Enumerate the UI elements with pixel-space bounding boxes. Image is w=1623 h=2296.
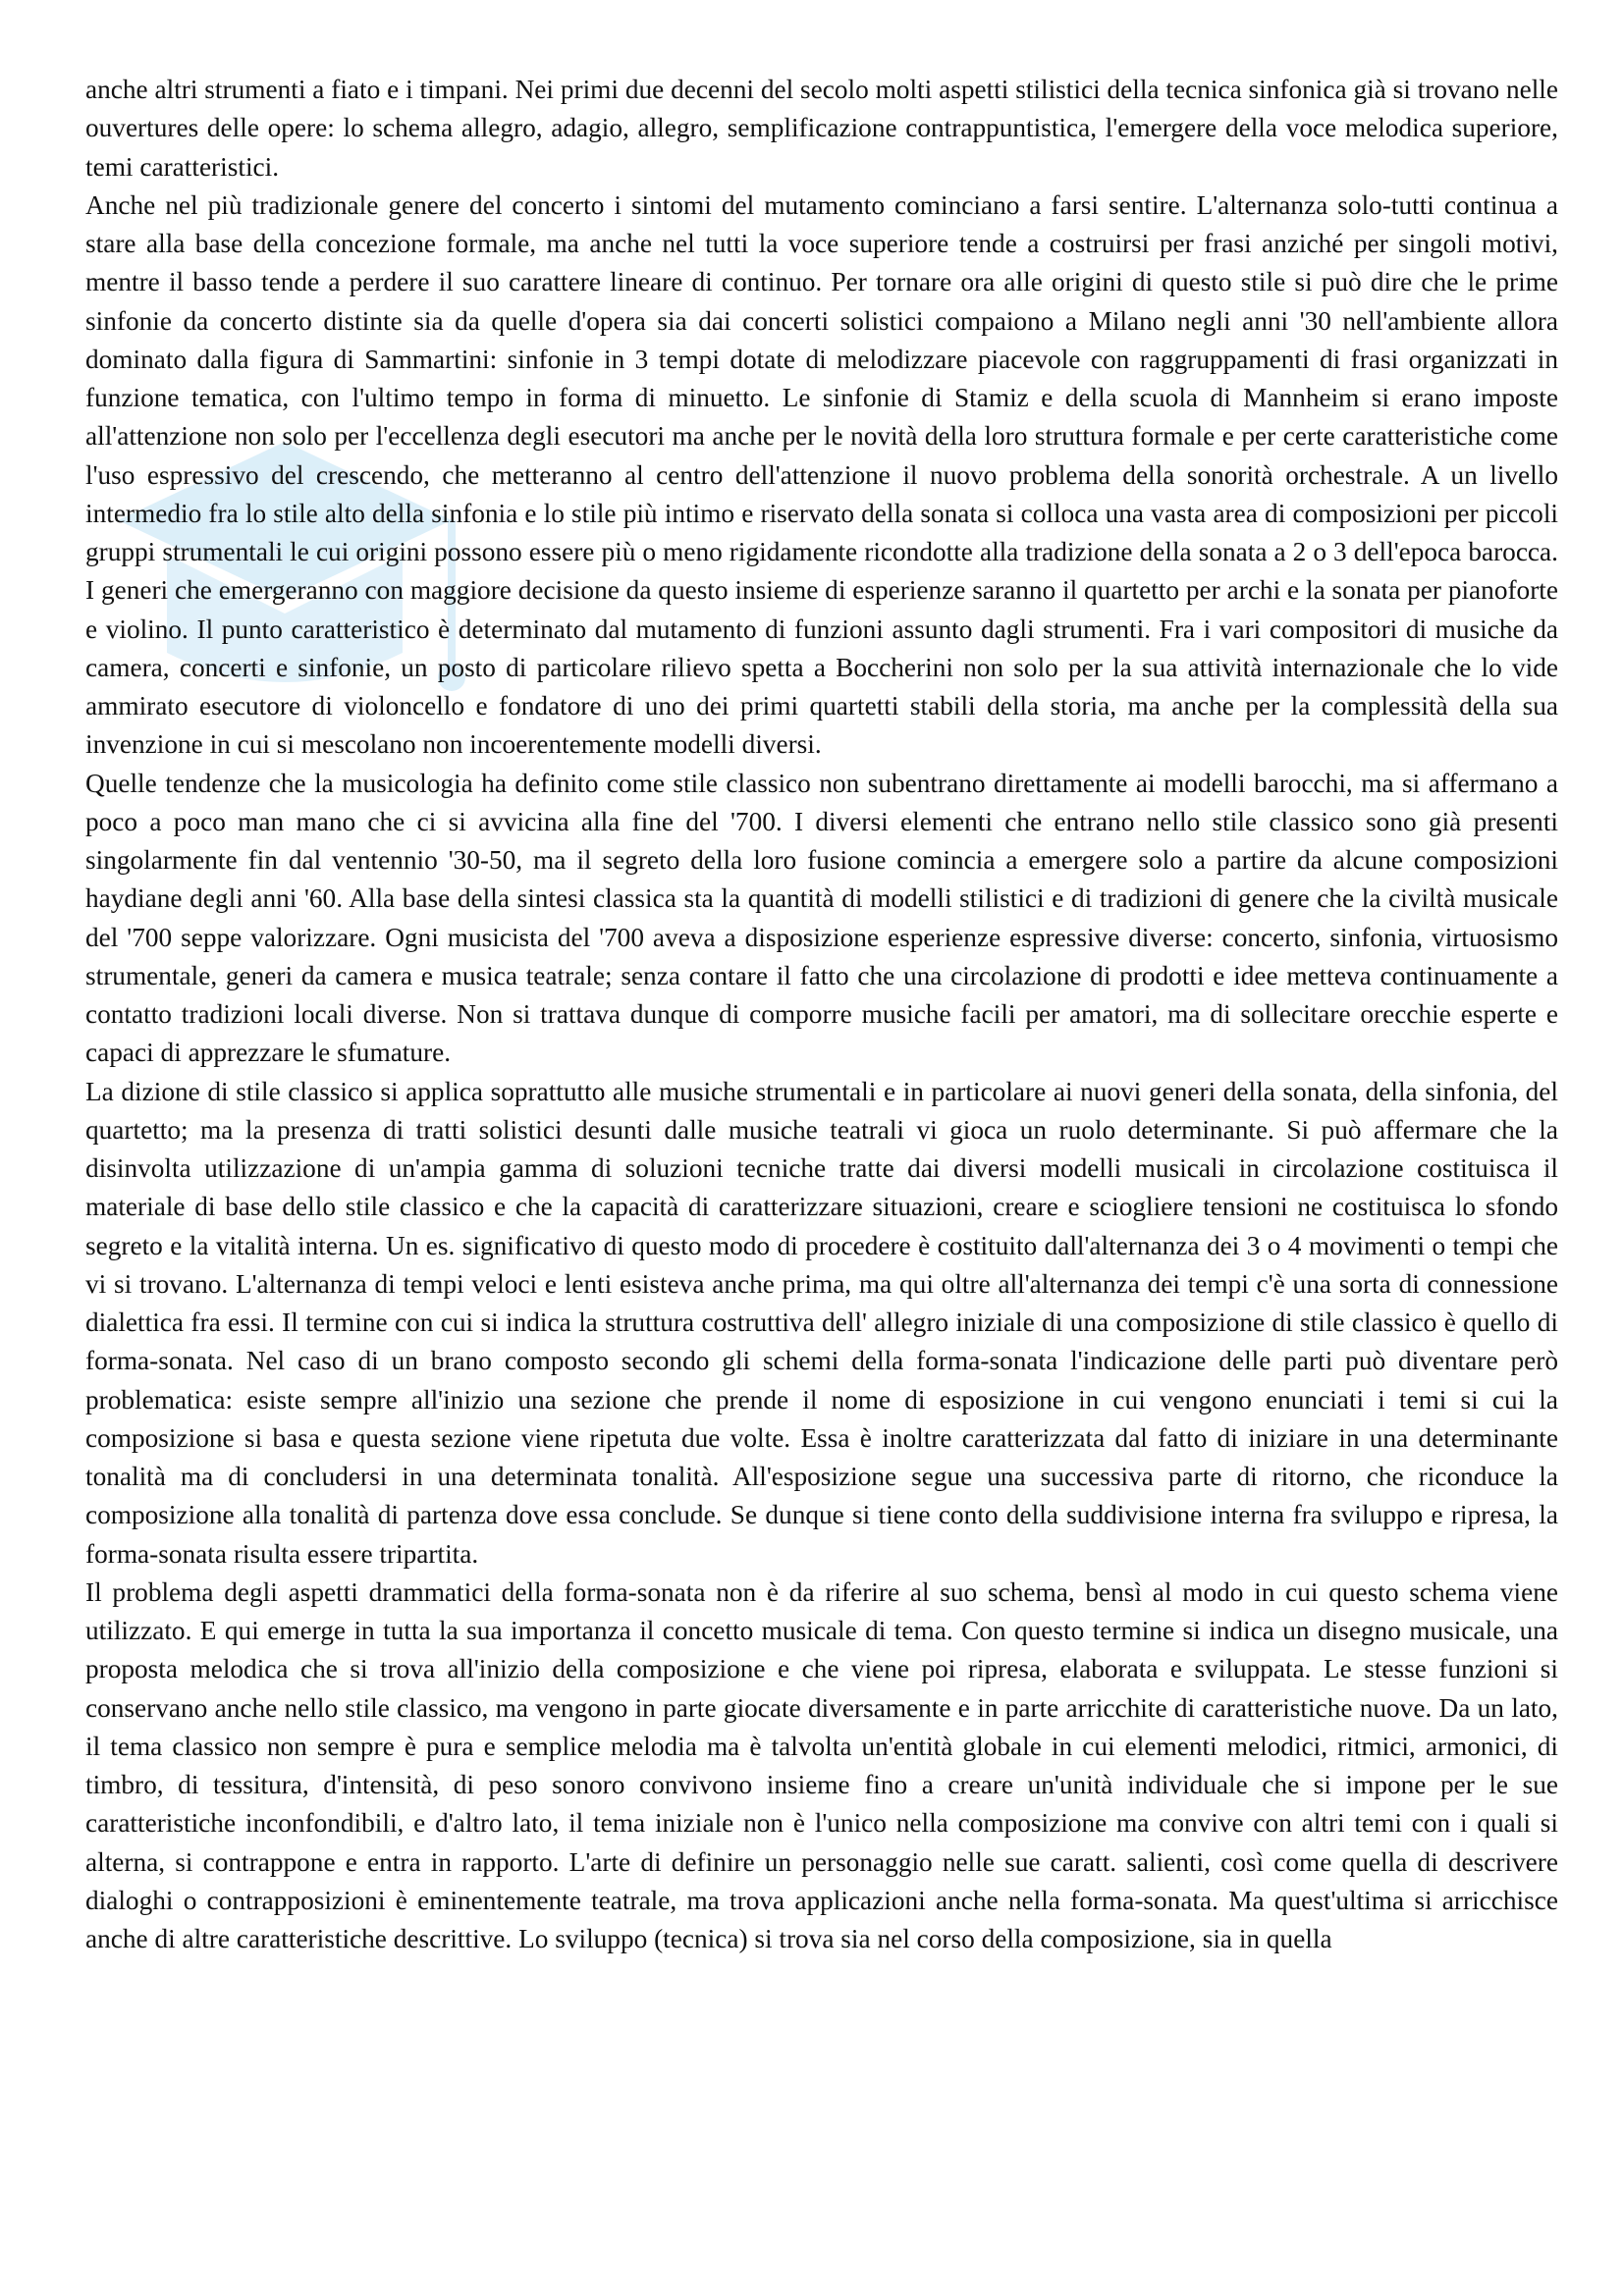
paragraph: Quelle tendenze che la musicologia ha definito come stile classico non subentrano direttamente ai modelli barocchi, ma si affermano a poco a poco man mano che ci si avvicina alla fine del '700. I diversi elementi che entrano nello stile classico sono già presenti singolarmente fin dal ventennio '30-50, ma il segreto della loro fusione comincia a emergere solo a partire da alcune composizioni haydiane degli anni '60. Alla base della sintesi classica sta la quantità di modelli stilistici e di tradizioni di genere che la civiltà musicale del '700 seppe valorizzare. Ogni musicista del '700 aveva a disposizione esperienze espressive diverse: concerto, sinfonia, virtuosismo strumentale, generi da camera e musica teatrale; senza contare il fatto che una circolazione di prodotti e idee metteva continuamente a contatto tradizioni locali diverse. Non si trattava dunque di comporre musiche facili per amatori, ma di sollecitare orecchie esperte e capaci di apprezzare le sfumature. — [85, 768, 1558, 1068]
paragraph: Anche nel più tradizionale genere del concerto i sintomi del mutamento cominciano a farsi sentire. L'alternanza solo-tutti continua a stare alla base della concezione formale, ma anche nel tutti la voce superiore tende a costruirsi per frasi anziché per singoli motivi, mentre il basso tende a perdere il suo carattere lineare di continuo. Per tornare ora alle origini di questo stile si può dire che le prime sinfonie da concerto distinte sia da quelle d'opera sia dai concerti solistici compaiono a Milano negli anni '30 nell'ambiente allora dominato dalla figura di Sammartini: sinfonie in 3 tempi dotate di melodizzare piacevole con raggruppamenti di frasi organizzati in funzione tematica, con l'ultimo tempo in forma di minuetto. Le sinfonie di Stamiz e della scuola di Mannheim si erano imposte all'attenzione non solo per l'eccellenza degli esecutori ma anche per le novità della loro struttura formale e per certe caratteristiche come l'uso espressivo del crescendo, che metteranno al centro dell'attenzione il nuovo problema della sonorità orchestrale. A un livello intermedio fra lo stile alto della sinfonia e lo stile più intimo e riservato della sonata si colloca una vasta area di composizioni per piccoli gruppi strumentali le cui origini possono essere più o meno rigidamente ricondotte alla tradizione della sonata a 2 o 3 dell'epoca barocca. I generi che emergeranno con maggiore decisione da questo insieme di esperienze saranno il quartetto per archi e la sonata per pianoforte e violino. Il punto caratteristico è determinato dal mutamento di funzioni assunto dagli strumenti. Fra i vari compositori di musiche da camera, concerti e sinfonie, un posto di particolare rilievo spetta a Boccherini non solo per la sua attività internazionale che lo vide ammirato esecutore di violoncello e fondatore di uno dei primi quartetti stabili della storia, ma anche per la complessità della sua invenzione in cui si mescolano non incoerentemente modelli diversi. — [85, 189, 1558, 760]
paragraph: La dizione di stile classico si applica soprattutto alle musiche strumentali e in particolare ai nuovi generi della sonata, della sinfonia, del quartetto; ma la presenza di tratti solistici desunti dalle musiche teatrali vi gioca un ruolo determinante. Si può affermare che la disinvolta utilizzazione di un'ampia gamma di soluzioni tecniche tratte dai diversi modelli musicali in circolazione costituisca il materiale di base dello stile classico e che la capacità di caratterizzare situazioni, creare e sciogliere tensioni ne costituisca lo sfondo segreto e la vitalità interna. Un es. significativo di questo modo di procedere è costituito dall'alternanza dei 3 o 4 movimenti o tempi che vi si trovano. L'alternanza di tempi veloci e lenti esisteva anche prima, ma qui oltre all'alternanza dei tempi c'è una sorta di connessione dialettica fra essi. Il termine con cui si indica la struttura costruttiva dell' allegro iniziale di una composizione di stile classico è quello di forma-sonata. Nel caso di un brano composto secondo gli schemi della forma-sonata l'indicazione delle parti può diventare però problematica: esiste sempre all'inizio una sezione che prende il nome di esposizione in cui vengono enunciati i temi si cui la composizione si basa e questa sezione viene ripetuta due volte. Essa è inoltre caratterizzata dal fatto di iniziare in una determinante tonalità ma di concludersi in una determinata tonalità. All'esposizione segue una successiva parte di ritorno, che riconduce la composizione alla tonalità di partenza dove essa conclude. Se dunque si tiene conto della suddivisione interna fra sviluppo e ripresa, la forma-sonata risulta essere tripartita. — [85, 1076, 1558, 1569]
paragraph: Il problema degli aspetti drammatici della forma-sonata non è da riferire al suo schema, bensì al modo in cui questo schema viene utilizzato. E qui emerge in tutta la sua importanza il concetto musicale di tema. Con questo termine si indica un disegno musicale, una proposta melodica che si trova all'inizio della composizione e che viene poi ripresa, elaborata e sviluppata. Le stesse funzioni si conservano anche nello stile classico, ma vengono in parte giocate diversamente e in parte arricchite di caratteristiche nuove. Da un lato, il tema classico non sempre è pura e semplice melodia ma è talvolta un'entità globale in cui elementi melodici, ritmici, armonici, di timbro, di tessitura, d'intensità, di peso sonoro convivono insieme fino a creare un'unità individuale che si impone per le sue caratteristiche inconfondibili, e d'altro lato, il tema iniziale non è l'unico nella composizione ma convive con altri temi con i quali si alterna, si contrappone e entra in rapporto. L'arte di definire un personaggio nelle sue caratt. salienti, così come quella di descrivere dialoghi o contrapposizioni è eminentemente teatrale, ma trova applicazioni anche nella forma-sonata. Ma quest'ultima si arricchisce anche di altre caratteristiche descrittive. Lo sviluppo (tecnica) si trova sia nel corso della composizione, sia in quella — [85, 1576, 1558, 1953]
document-page — [85, 71, 1558, 1958]
paragraph: anche altri strumenti a fiato e i timpani. Nei primi due decenni del secolo molti aspetti stilistici della tecnica sinfonica già si trovano nelle ouvertures delle opere: lo schema allegro, adagio, allegro, semplificazione contrappuntistica, l'emergere della voce melodica superiore, temi caratteristici. — [85, 75, 1558, 182]
